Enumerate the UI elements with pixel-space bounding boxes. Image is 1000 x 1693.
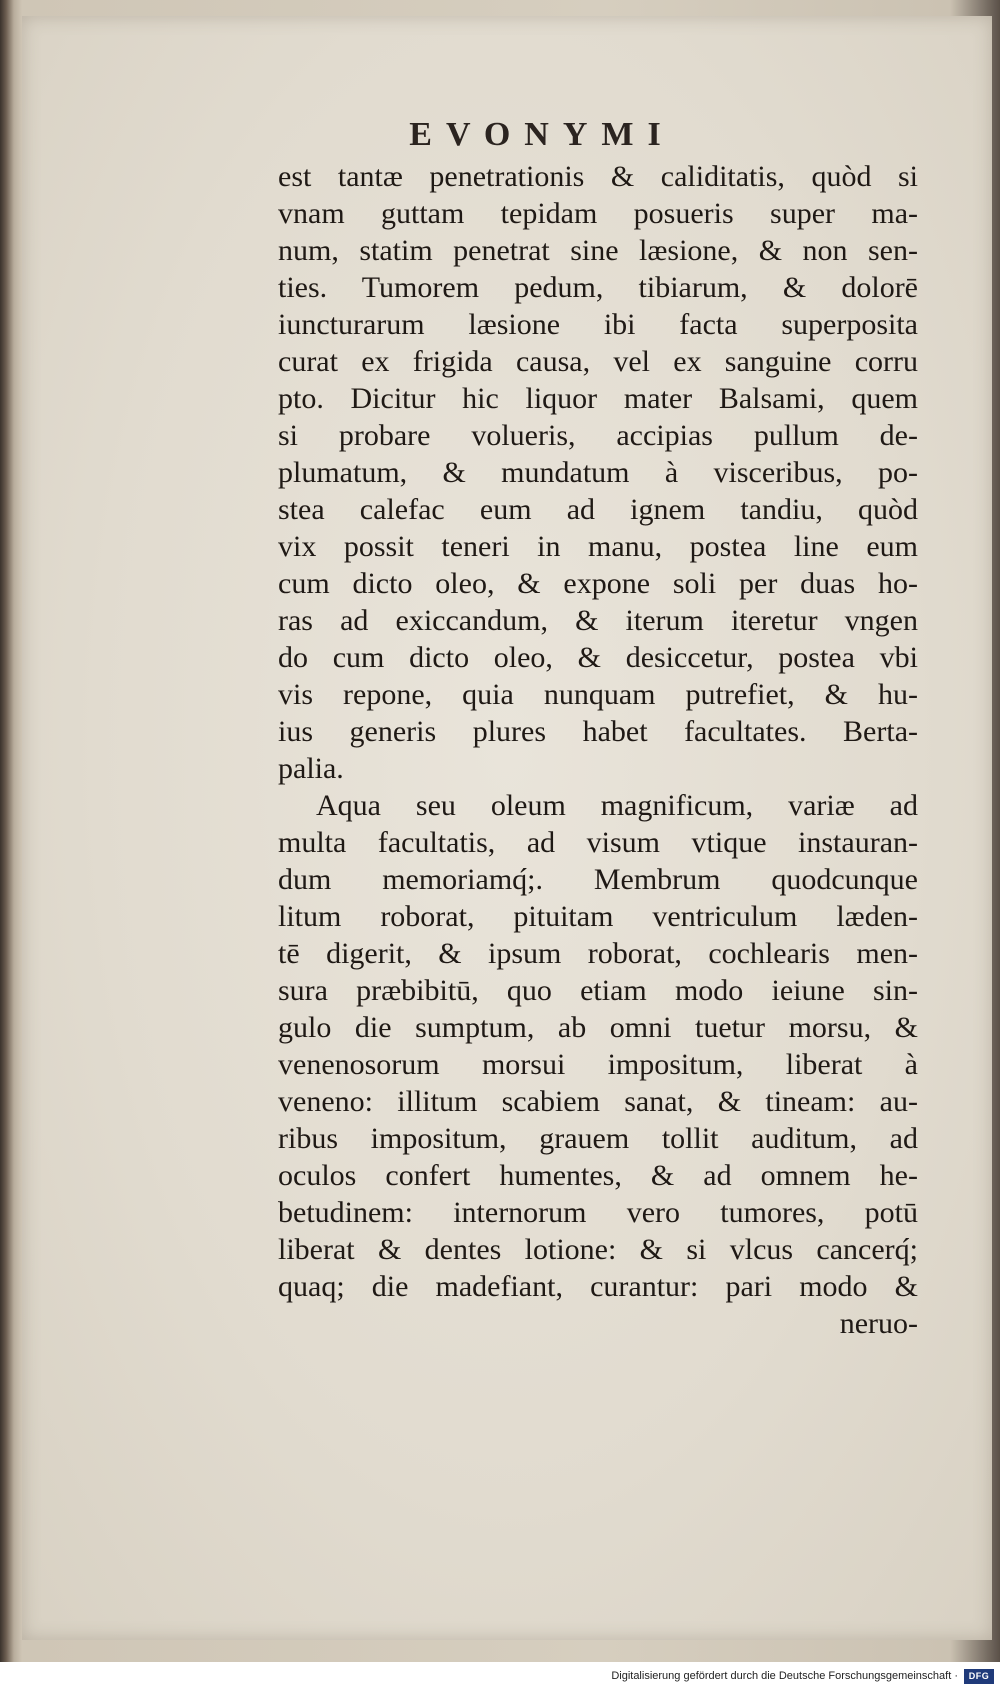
text-line: sura præbibitū, quo etiam modo ieiune sin-	[278, 974, 918, 1007]
book-page	[22, 16, 992, 1640]
text-line: vix possit teneri in manu, postea line eum	[278, 530, 918, 563]
text-line: do cum dicto oleo, & desiccetur, postea vbi	[278, 641, 918, 674]
text-line: palia.	[278, 752, 344, 785]
text-line: Aqua seu oleum magnificum, variæ ad	[316, 789, 918, 822]
text-line: venenosorum morsui impositum, liberat à	[278, 1048, 918, 1081]
text-line: ius generis plures habet facultates. Berta-	[278, 715, 918, 748]
text-line: vis repone, quia nunquam putrefiet, & hu-	[278, 678, 918, 711]
text-line: liberat & dentes lotione: & si vlcus cancerq́;	[278, 1233, 918, 1266]
text-line: curat ex frigida causa, vel ex sanguine corru	[278, 345, 918, 378]
footer-bar	[0, 1662, 1000, 1693]
running-head: EVONYMI	[409, 116, 675, 153]
text-line: litum roborat, pituitam ventriculum læden-	[278, 900, 918, 933]
text-line: multa facultatis, ad visum vtique instauran-	[278, 826, 918, 859]
text-line: stea calefac eum ad ignem tandiu, quòd	[278, 493, 918, 526]
text-line: oculos confert humentes, & ad omnem he-	[278, 1159, 918, 1192]
text-line: est tantæ penetrationis & caliditatis, quòd si	[278, 160, 918, 193]
digitization-credit: Digitalisierung gefördert durch die Deutsche Forschungsgemeinschaft ·	[611, 1670, 958, 1682]
text-line: neruo-	[839, 1307, 918, 1340]
text-line: plumatum, & mundatum à visceribus, po-	[278, 456, 918, 489]
text-line: cum dicto oleo, & expone soli per duas ho-	[278, 567, 918, 600]
text-line: quaq; die madefiant, curantur: pari modo &	[278, 1270, 918, 1303]
text-line: pto. Dicitur hic liquor mater Balsami, quem	[278, 382, 918, 415]
text-line: num, statim penetrat sine læsione, & non sen-	[278, 234, 918, 267]
dfg-logo-icon: DFG	[964, 1669, 994, 1684]
text-line: ribus impositum, grauem tollit auditum, ad	[278, 1122, 918, 1155]
text-line: iuncturarum læsione ibi facta superposita	[278, 308, 918, 341]
text-line: ties. Tumorem pedum, tibiarum, & dolorē	[278, 271, 918, 304]
text-line: si probare volueris, accipias pullum de-	[278, 419, 918, 452]
text-line: ras ad exiccandum, & iterum iteretur vngen	[278, 604, 918, 637]
text-block	[278, 158, 918, 1342]
text-line: vnam guttam tepidam posueris super ma-	[278, 197, 918, 230]
text-line: tē digerit, & ipsum roborat, cochlearis men-	[278, 937, 918, 970]
text-line: veneno: illitum scabiem sanat, & tineam: au-	[278, 1085, 918, 1118]
text-line: gulo die sumptum, ab omni tuetur morsu, &	[278, 1011, 918, 1044]
text-line: betudinem: internorum vero tumores, potū	[278, 1196, 918, 1229]
text-line: dum memoriamq́;. Membrum quodcunque	[278, 863, 918, 896]
